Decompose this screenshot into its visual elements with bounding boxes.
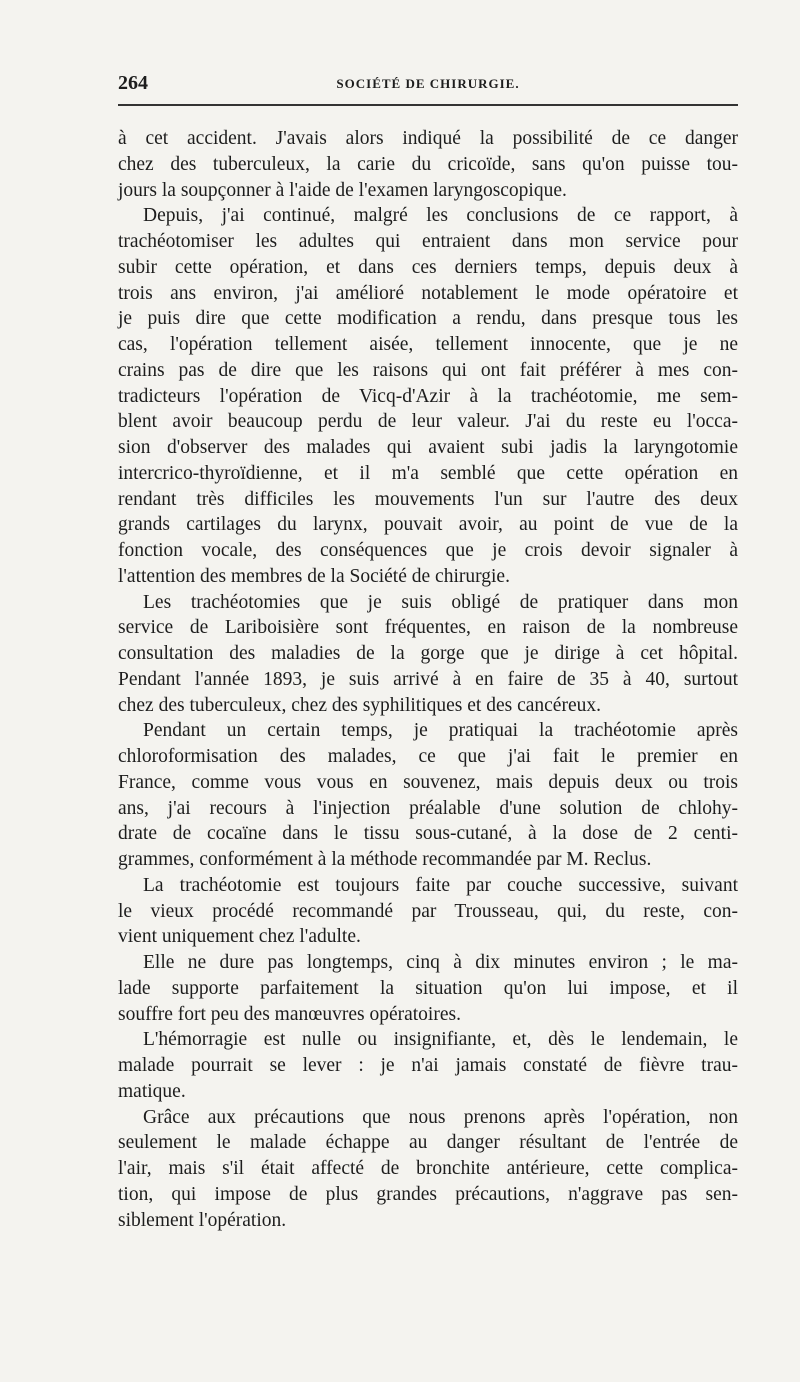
text-line: matique. (118, 1080, 186, 1102)
paragraph (118, 1027, 738, 1104)
text-line: rendant très difficiles les mouvements l'un sur l'autre des deux (118, 488, 738, 510)
paragraph (118, 1105, 738, 1234)
text-line: vient uniquement chez l'adulte. (118, 926, 361, 948)
text-line: consultation des maladies de la gorge que je dirige à cet hôpital. (118, 643, 738, 664)
text-line: subir cette opération, et dans ces derniers temps, depuis deux à (118, 256, 738, 278)
text-line: grands cartilages du larynx, pouvait avoir, au point de vue de la (118, 514, 738, 536)
text-line: Grâce aux précautions que nous prenons après l'opération, non (143, 1106, 738, 1128)
text-line: drate de cocaïne dans le tissu sous-cutané, à la dose de 2 centi- (118, 823, 738, 845)
text-line: l'air, mais s'il était affecté de bronchite antérieure, cette complica- (118, 1158, 738, 1179)
running-title: SOCIÉTÉ DE CHIRURGIE. (336, 76, 520, 91)
text-line: siblement l'opération. (118, 1209, 287, 1231)
text-line: à cet accident. J'avais alors indiqué la possibilité de ce danger (118, 128, 738, 149)
text-line: jours la soupçonner à l'aide de l'examen laryngoscopique. (118, 179, 567, 201)
text-line: Pendant un certain temps, je pratiquai la trachéotomie après (143, 720, 738, 742)
text-line: chez des tuberculeux, la carie du cricoïde, sans qu'on puisse tou- (118, 153, 738, 175)
text-line: tion, qui impose de plus grandes précautions, n'aggrave pas sen- (118, 1183, 738, 1205)
text-line: trois ans environ, j'ai amélioré notablement le mode opératoire et (118, 282, 738, 304)
text-line: La trachéotomie est toujours faite par couche successive, suivant (143, 874, 738, 896)
page-header (118, 72, 738, 102)
text-line: chez des tuberculeux, chez des syphilitiques et des cancéreux. (118, 694, 601, 716)
text-line: intercrico-thyroïdienne, et il m'a semblé que cette opération en (118, 462, 738, 484)
text-line: L'hémorragie est nulle ou insignifiante, et, dès le lendemain, le (143, 1029, 738, 1051)
paragraph (118, 950, 738, 1027)
text-line: tradicteurs l'opération de Vicq-d'Azir à la trachéotomie, me sem- (118, 385, 738, 407)
body-text (118, 126, 738, 1233)
paragraph (118, 718, 738, 873)
text-line: Elle ne dure pas longtemps, cinq à dix minutes environ ; le ma- (143, 952, 738, 973)
text-line: seulement le malade échappe au danger résultant de l'entrée de (118, 1132, 738, 1154)
text-line: sion d'observer des malades qui avaient subi jadis la laryngotomie (118, 437, 738, 458)
text-line: Les trachéotomies que je suis obligé de pratiquer dans mon (143, 591, 738, 613)
text-line: malade pourrait se lever : je n'ai jamais constaté de fièvre trau- (118, 1055, 738, 1076)
paragraph (118, 873, 738, 950)
text-line: grammes, conformément à la méthode recommandée par M. Reclus. (118, 849, 652, 870)
paragraph (118, 126, 738, 203)
text-line: France, comme vous vous en souvenez, mais depuis deux ou trois (118, 771, 738, 793)
text-line: Pendant l'année 1893, je suis arrivé à en faire de 35 à 40, surtout (118, 668, 738, 690)
text-line: fonction vocale, des conséquences que je crois devoir signaler à (118, 540, 738, 561)
text-line: le vieux procédé recommandé par Trousseau, qui, du reste, con- (118, 900, 738, 922)
page-number: 264 (118, 72, 148, 94)
text-line: chloroformisation des malades, ce que j'ai fait le premier en (118, 746, 738, 767)
text-line: souffre fort peu des manœuvres opératoires. (118, 1003, 461, 1025)
text-line: cas, l'opération tellement aisée, tellement innocente, que je ne (118, 334, 738, 355)
text-line: l'attention des membres de la Société de chirurgie. (118, 565, 510, 587)
paragraph (118, 590, 738, 719)
text-line: je puis dire que cette modification a rendu, dans presque tous les (118, 308, 738, 330)
paragraph (118, 203, 738, 589)
text-line: trachéotomiser les adultes qui entraient dans mon service pour (118, 231, 738, 252)
text-line: crains pas de dire que les raisons qui ont fait préférer à mes con- (118, 359, 738, 381)
text-line: blent avoir beaucoup perdu de leur valeur. J'ai du reste eu l'occa- (118, 411, 738, 433)
header-rule (118, 104, 738, 106)
text-line: lade supporte parfaitement la situation qu'on lui impose, et il (118, 977, 738, 999)
text-line: Depuis, j'ai continué, malgré les conclusions de ce rapport, à (143, 205, 738, 227)
text-line: service de Lariboisière sont fréquentes, en raison de la nombreuse (118, 617, 738, 639)
text-line: ans, j'ai recours à l'injection préalable d'une solution de chlohy- (118, 797, 738, 819)
